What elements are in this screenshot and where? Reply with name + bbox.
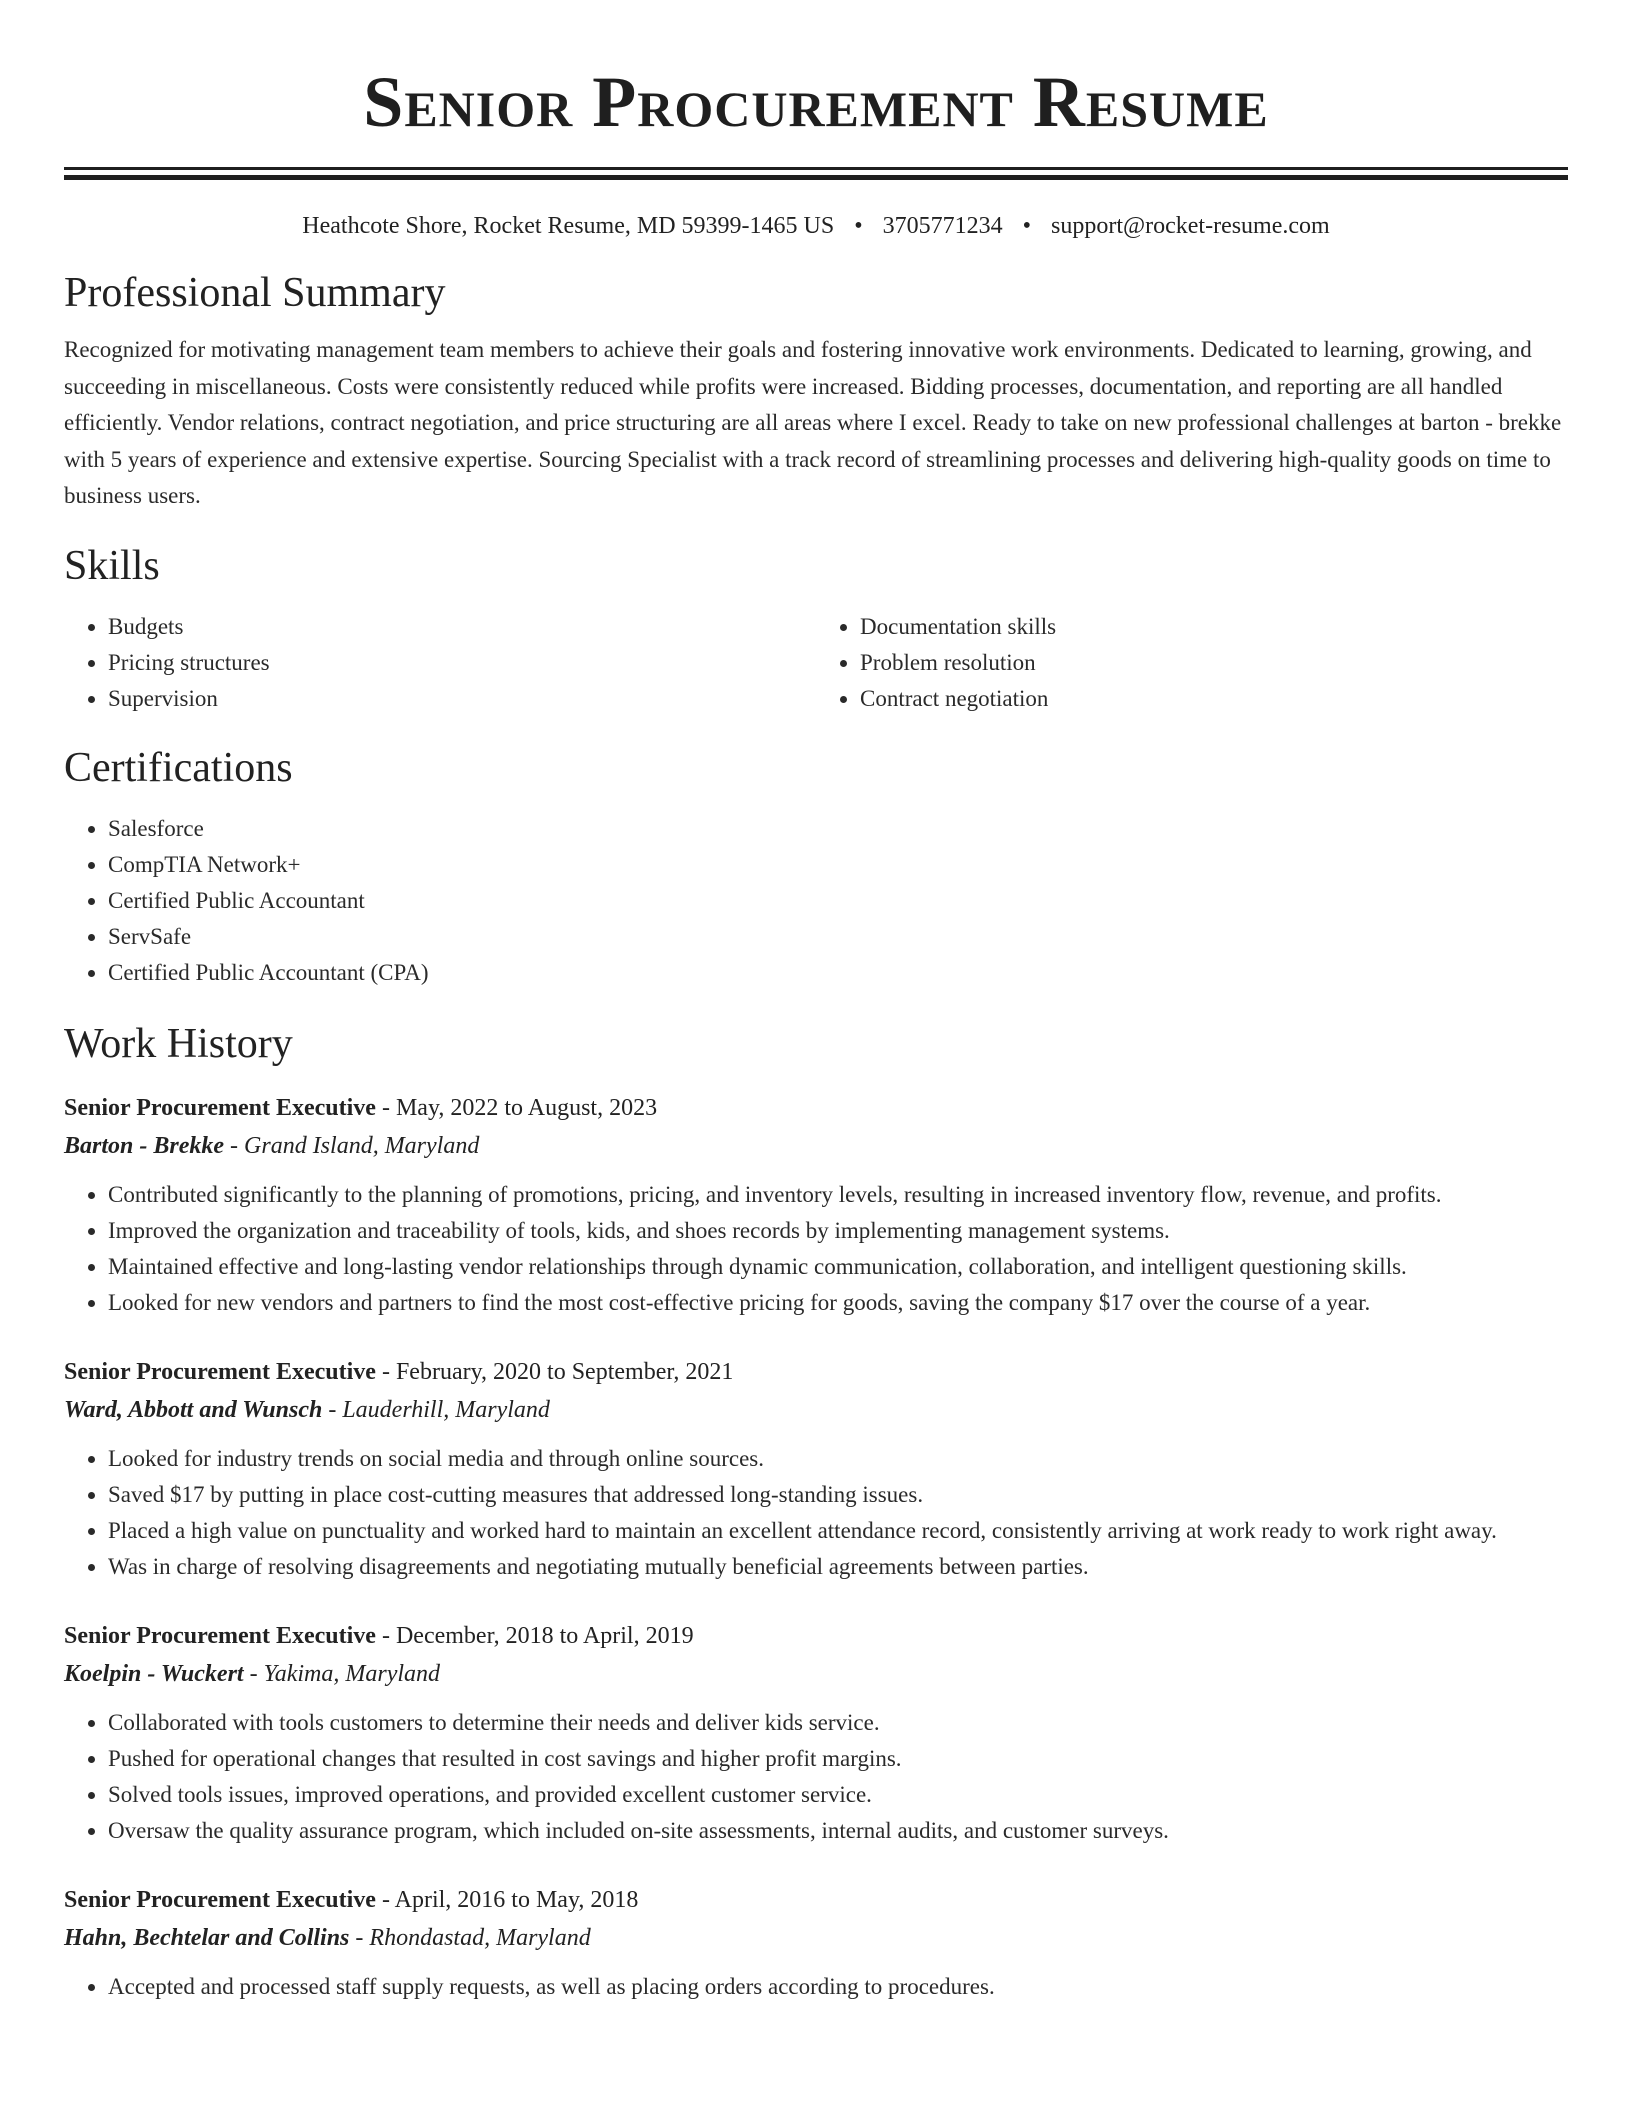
job-location: Grand Island, Maryland [244,1132,480,1159]
job-bullets [64,1441,1568,1585]
job-title: Senior Procurement Executive [64,1358,376,1385]
job-bullet: • Maintained effective and long-lasting vendor relationships through dynamic communication, collaboration, and intelligent questioning skills. [108,1249,1568,1285]
job-header [64,1353,1568,1391]
job-dates: April, 2016 to May, 2018 [394,1886,639,1913]
job-employer [64,1127,1568,1165]
skills-heading: Skills [64,542,160,589]
job-bullet: • Oversaw the quality assurance program, which included on-site assessments, internal audits, and customer surveys. [108,1813,1568,1849]
job-bullets [64,1705,1568,1849]
job-location: Yakima, Maryland [263,1660,441,1687]
job-entry [64,1881,1568,2005]
job-header [64,1881,1568,1919]
job-company: Barton - Brekke [64,1132,225,1159]
contact-phone: 3705771234 [882,213,1003,239]
job-company: Koelpin - Wuckert [64,1660,244,1687]
job-bullet: • Contributed significantly to the planning of promotions, pricing, and inventory levels, resulting in increased inventory flow, revenue, and profits. [108,1177,1568,1213]
job-location: Lauderhill, Maryland [342,1396,550,1423]
job-entry [64,1089,1568,1321]
resume-title: Senior Procurement Resume [363,62,1269,142]
skill-item: • Supervision [108,681,816,717]
certifications-heading: Certifications [64,744,293,791]
job-bullet: • Placed a high value on punctuality and worked hard to maintain an excellent attendance record, consistently arriving at work ready to work right away. [108,1513,1568,1549]
job-company: Hahn, Bechtelar and Collins [64,1924,350,1951]
summary-section [64,268,1568,515]
job-dash: - [375,1094,396,1121]
skills-section [64,541,1568,717]
skills-columns [64,609,1568,717]
job-dash: - [375,1886,395,1913]
job-dash: - [375,1622,396,1649]
job-dash: - [243,1660,264,1687]
contact-address: Heathcote Shore, Rocket Resume, MD 59399-1465 US [302,213,835,239]
job-employer [64,1919,1568,1957]
skills-list-right [816,609,1568,717]
job-bullet: • Was in charge of resolving disagreements and negotiating mutually beneficial agreements between parties. [108,1549,1568,1585]
job-dash: - [322,1396,343,1423]
contact-line [64,210,1568,242]
summary-text: Recognized for motivating management team members to achieve their goals and fostering innovative work environments. Dedicated to learning, growing, and succeeding in miscellaneous. Costs were consistently reduced while profits were increased. Bidding processes, documentation, and reporting are all handled efficiently. Vendor relations, contract negotiation, and price structuring are all areas where I excel. Ready to take on new professional challenges at barton - brekke with 5 years of experience and extensive expertise. Sourcing Specialist with a track record of streamlining processes and delivering high-quality goods on time to business users. [64,337,1562,508]
certification-item: • ServSafe [108,919,1568,955]
skill-item: • Budgets [108,609,816,645]
skill-item: • Contract negotiation [860,681,1568,717]
job-bullets [64,1177,1568,1321]
job-title: Senior Procurement Executive [64,1886,376,1913]
title-divider-thin [64,167,1568,170]
skills-list-left [64,609,816,717]
job-bullet: • Looked for industry trends on social media and through online sources. [108,1441,1568,1477]
job-dash: - [349,1924,370,1951]
job-bullet: • Solved tools issues, improved operations, and provided excellent customer service. [108,1777,1568,1813]
job-dates: December, 2018 to April, 2019 [395,1622,694,1649]
job-title: Senior Procurement Executive [64,1622,376,1649]
job-bullet: • Improved the organization and traceability of tools, kids, and shoes records by implementing management systems. [108,1213,1568,1249]
skill-item: • Pricing structures [108,645,816,681]
contact-separator: • [854,213,863,239]
job-dash: - [224,1132,245,1159]
certifications-section [64,743,1568,991]
job-header [64,1617,1568,1655]
job-bullets [64,1969,1568,2005]
job-location: Rhondastad, Maryland [369,1924,591,1951]
resume-page [64,0,1568,2005]
job-bullet: • Pushed for operational changes that resulted in cost savings and higher profit margins. [108,1741,1568,1777]
job-bullet: • Saved $17 by putting in place cost-cutting measures that addressed long-standing issues. [108,1477,1568,1513]
certification-item: • CompTIA Network+ [108,847,1568,883]
job-employer [64,1391,1568,1429]
job-dash: - [375,1358,396,1385]
job-bullet: • Collaborated with tools customers to determine their needs and deliver kids service. [108,1705,1568,1741]
job-bullet: • Looked for new vendors and partners to find the most cost-effective pricing for goods, saving the company $17 over the course of a year. [108,1285,1568,1321]
title-divider-thick [64,175,1568,180]
job-title: Senior Procurement Executive [64,1094,376,1121]
job-entry [64,1617,1568,1849]
skill-item: • Documentation skills [860,609,1568,645]
job-entry [64,1353,1568,1585]
job-company: Ward, Abbott and Wunsch [64,1396,323,1423]
certification-item: • Salesforce [108,811,1568,847]
certification-item: • Certified Public Accountant [108,883,1568,919]
work-history-heading: Work History [64,1020,293,1067]
contact-email[interactable]: support@rocket-resume.com [1051,213,1330,239]
job-dates: February, 2020 to September, 2021 [395,1358,734,1385]
work-history-section [64,1019,1568,2005]
job-header [64,1089,1568,1127]
job-bullet: • Accepted and processed staff supply requests, as well as placing orders according to procedures. [108,1969,1568,2005]
certifications-list [64,811,1568,991]
summary-heading: Professional Summary [64,270,446,316]
skill-item: • Problem resolution [860,645,1568,681]
job-dates: May, 2022 to August, 2023 [395,1094,658,1121]
contact-separator: • [1022,213,1032,239]
certification-item: • Certified Public Accountant (CPA) [108,955,1568,991]
job-employer [64,1655,1568,1693]
